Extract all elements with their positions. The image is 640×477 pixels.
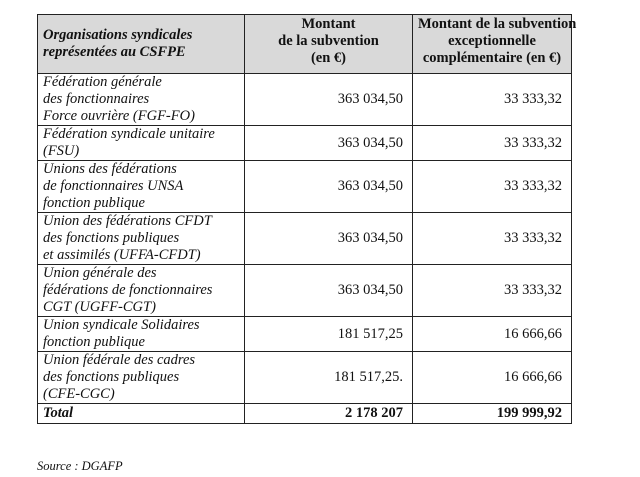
organisation-line: Unions des fédérations [43, 161, 177, 177]
row-amount: 363 034,50 [245, 213, 413, 265]
total-exceptional: 199 999,92 [413, 404, 572, 424]
row-exceptional: 33 333,32 [413, 74, 572, 126]
row-organisation [38, 74, 245, 126]
row-organisation [38, 265, 245, 317]
row-amount: 181 517,25. [245, 352, 413, 404]
row-amount: 363 034,50 [245, 74, 413, 126]
subsidy-table-container [37, 14, 577, 424]
header-amount-line: de la subvention [278, 33, 379, 49]
row-amount: 363 034,50 [245, 265, 413, 317]
table-row [38, 352, 572, 404]
row-exceptional: 16 666,66 [413, 317, 572, 352]
table-row [38, 317, 572, 352]
organisation-line: (FSU) [43, 143, 80, 159]
row-exceptional: 16 666,66 [413, 352, 572, 404]
source-note: Source : DGAFP [37, 459, 123, 473]
row-exceptional: 33 333,32 [413, 213, 572, 265]
organisation-line: des fonctions publiques [43, 369, 180, 385]
row-organisation [38, 161, 245, 213]
header-exceptional-line: Montant de la subvention [418, 16, 577, 32]
header-amount [245, 15, 413, 74]
subsidy-table [37, 14, 577, 424]
table-row [38, 265, 572, 317]
organisation-line: Union générale des [43, 265, 157, 281]
organisation-line: Union fédérale des cadres [43, 352, 196, 368]
organisation-line: des fonctionnaires [43, 91, 150, 107]
header-organisation [38, 15, 245, 74]
organisation-line: fédérations de fonctionnaires [43, 282, 213, 298]
table-header-row [38, 15, 572, 74]
table-row [38, 74, 572, 126]
row-organisation [38, 126, 245, 161]
row-organisation [38, 317, 245, 352]
total-amount: 2 178 207 [245, 404, 413, 424]
organisation-line: Union syndicale Solidaires [43, 317, 200, 333]
total-label: Total [38, 404, 245, 424]
organisation-line: Union des fédérations CFDT [43, 213, 212, 229]
organisation-line: Fédération générale [43, 74, 162, 90]
organisation-line: des fonctions publiques [43, 230, 180, 246]
organisation-line: et assimilés (UFFA-CFDT) [43, 247, 201, 263]
row-organisation [38, 213, 245, 265]
organisation-line: (CFE-CGC) [43, 386, 115, 402]
organisation-line: fonction publique [43, 334, 145, 350]
row-amount: 181 517,25 [245, 317, 413, 352]
header-exceptional [413, 15, 577, 74]
organisation-line: Force ouvrière (FGF-FO) [43, 108, 195, 124]
total-row [38, 404, 572, 424]
row-organisation [38, 352, 245, 404]
row-amount: 363 034,50 [245, 161, 413, 213]
table-row [38, 126, 572, 161]
table-row [38, 161, 572, 213]
header-exceptional-line: complémentaire (en €) [422, 50, 562, 66]
row-exceptional: 33 333,32 [413, 126, 572, 161]
header-organisation-line: représentées au CSFPE [43, 44, 186, 60]
row-exceptional: 33 333,32 [413, 161, 572, 213]
organisation-line: de fonctionnaires UNSA [43, 178, 184, 194]
organisation-line: fonction publique [43, 195, 145, 211]
header-exceptional-line: exceptionnelle [448, 33, 536, 49]
row-exceptional: 33 333,32 [413, 265, 572, 317]
header-organisation-line: Organisations syndicales [43, 27, 193, 43]
header-amount-line: Montant [301, 16, 356, 32]
organisation-line: CGT (UGFF-CGT) [43, 299, 156, 315]
organisation-line: Fédération syndicale unitaire [43, 126, 215, 142]
row-amount: 363 034,50 [245, 126, 413, 161]
header-amount-line: (en €) [310, 50, 347, 66]
table-row [38, 213, 572, 265]
